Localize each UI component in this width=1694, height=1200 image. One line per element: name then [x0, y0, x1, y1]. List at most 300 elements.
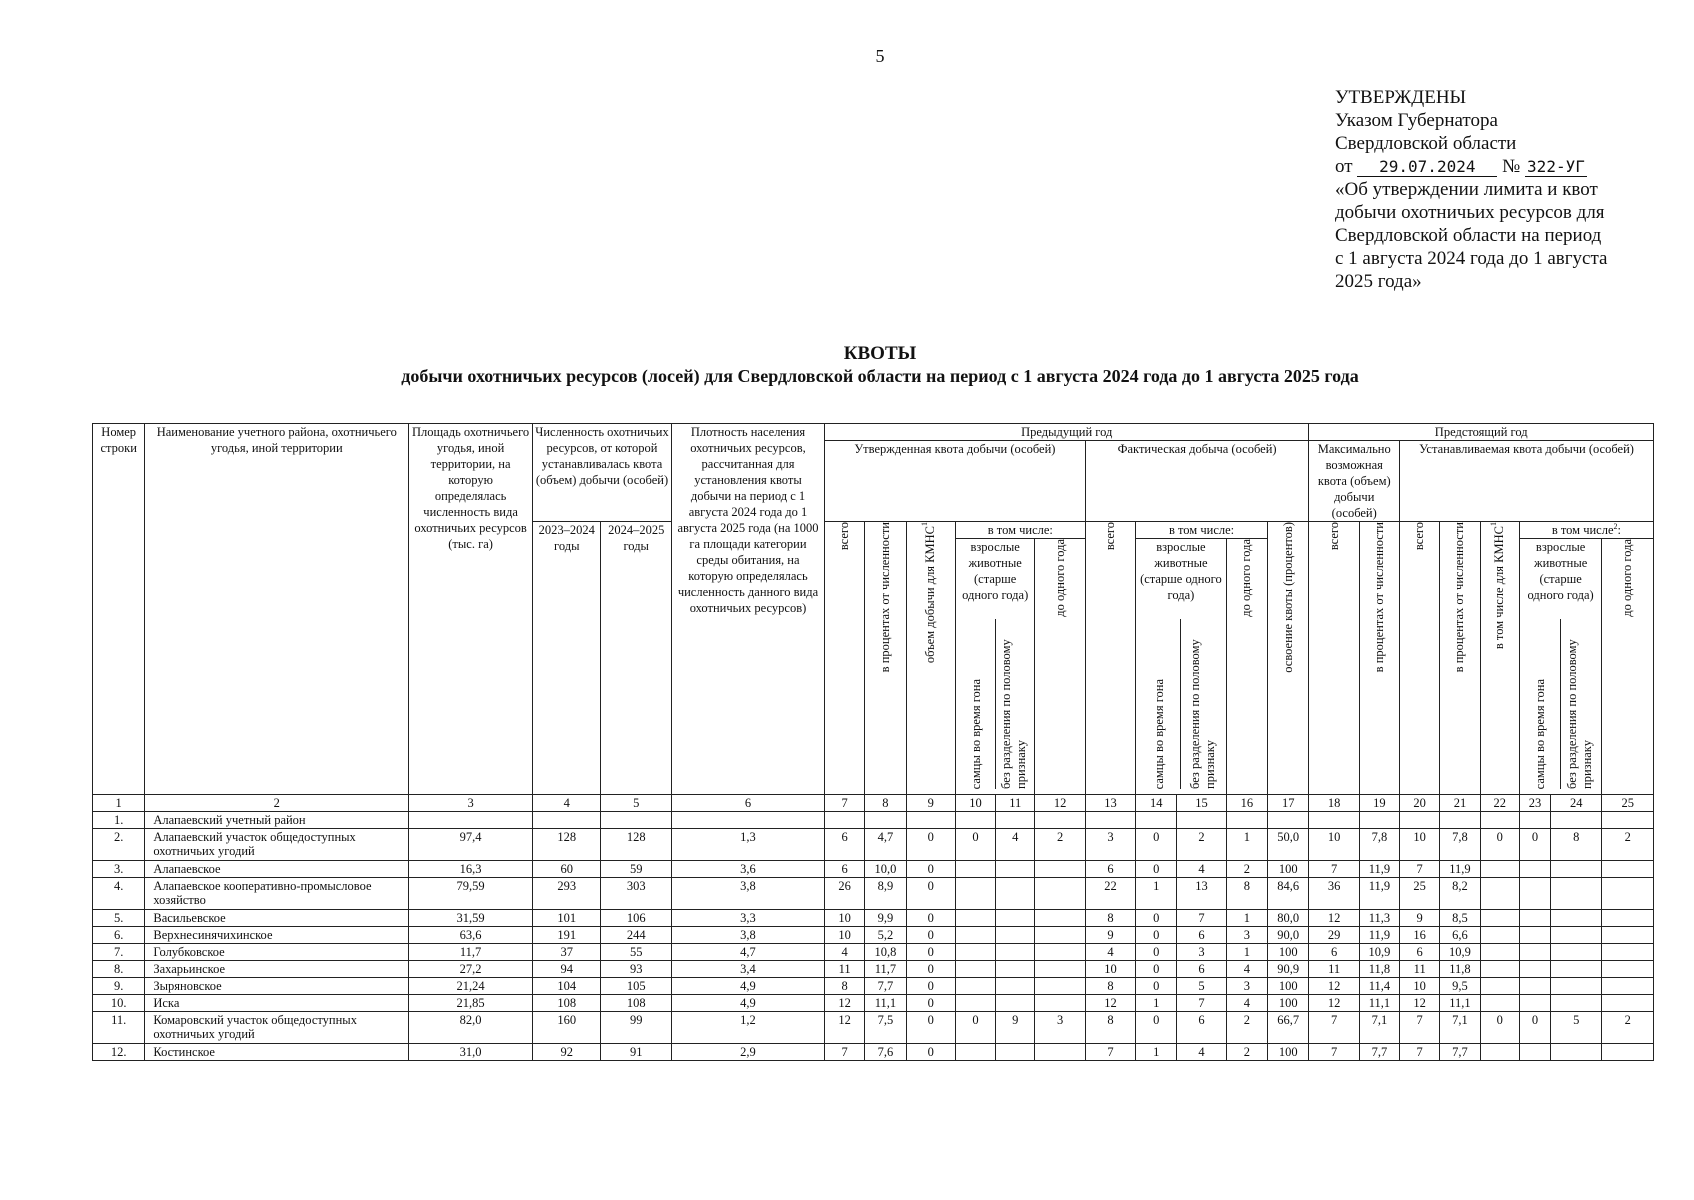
- table-cell: 0: [1136, 978, 1177, 995]
- header-prev-actual-total: всего: [1085, 522, 1135, 795]
- table-cell: 1: [1226, 829, 1267, 861]
- table-row: [93, 927, 1654, 944]
- table-cell: 6: [825, 829, 865, 861]
- table-cell: 4: [1177, 1044, 1226, 1061]
- table-cell: 8: [1085, 978, 1135, 995]
- table-cell: [1602, 910, 1654, 927]
- table-row: [93, 995, 1654, 1012]
- territory-name-cell: Захарьинское: [145, 961, 409, 978]
- header-prev-actual-under-one: до одного года: [1226, 539, 1267, 795]
- table-cell: [996, 861, 1035, 878]
- table-cell: [1519, 961, 1550, 978]
- header-prev-actual-males: самцы во время гона: [1138, 619, 1181, 789]
- column-number: 3: [409, 795, 533, 812]
- table-cell: [1177, 812, 1226, 829]
- table-cell: [671, 812, 824, 829]
- header-max-pct: в процентах от численности: [1359, 522, 1399, 795]
- table-cell: 0: [1136, 861, 1177, 878]
- table-cell: [1480, 878, 1519, 910]
- table-cell: 82,0: [409, 1012, 533, 1044]
- approval-line: Свердловской области на период: [1335, 225, 1602, 246]
- table-cell: 12: [1309, 910, 1359, 927]
- table-cell: [1359, 812, 1399, 829]
- approval-line: с 1 августа 2024 года до 1 августа: [1335, 248, 1608, 269]
- table-cell: 11,3: [1359, 910, 1399, 927]
- table-cell: 4,9: [671, 995, 824, 1012]
- table-cell: 10: [825, 927, 865, 944]
- column-number: 2: [145, 795, 409, 812]
- column-number: 4: [533, 795, 601, 812]
- table-cell: [1551, 812, 1602, 829]
- table-cell: 21,85: [409, 995, 533, 1012]
- table-cell: [1519, 812, 1550, 829]
- table-cell: 90,0: [1268, 927, 1309, 944]
- table-cell: 128: [533, 829, 601, 861]
- table-cell: [1035, 861, 1085, 878]
- table-cell: 104: [533, 978, 601, 995]
- table-cell: [1602, 812, 1654, 829]
- column-number: 25: [1602, 795, 1654, 812]
- header-set-adults: взрослые животные (старше одного года) самцы во время гона без разделения по половому признаку: [1519, 539, 1602, 795]
- table-cell: [1551, 961, 1602, 978]
- table-cell: [955, 861, 995, 878]
- table-cell: 4,9: [671, 978, 824, 995]
- table-cell: 4: [1085, 944, 1135, 961]
- table-cell: 0: [1136, 829, 1177, 861]
- header-set-total: всего: [1400, 522, 1440, 795]
- table-cell: 84,6: [1268, 878, 1309, 910]
- table-cell: 12: [1085, 995, 1135, 1012]
- table-cell: [1519, 927, 1550, 944]
- header-set-incl: в том числе$^2$:: [1519, 522, 1653, 539]
- table-cell: 6: [1177, 961, 1226, 978]
- table-cell: 59: [601, 861, 671, 878]
- table-cell: [955, 910, 995, 927]
- table-cell: 2: [1226, 861, 1267, 878]
- table-row: [93, 944, 1654, 961]
- table-cell: 7: [1085, 1044, 1135, 1061]
- table-cell: 12: [1309, 978, 1359, 995]
- table-cell: [1035, 995, 1085, 1012]
- table-cell: 11,4: [1359, 978, 1399, 995]
- table-cell: [955, 995, 995, 1012]
- table-cell: 7,7: [865, 978, 906, 995]
- table-cell: 1: [1136, 995, 1177, 1012]
- row-number-cell: 4.: [93, 878, 145, 910]
- table-cell: [996, 910, 1035, 927]
- table-cell: [996, 878, 1035, 910]
- table-cell: 7: [1177, 910, 1226, 927]
- table-cell: 100: [1268, 861, 1309, 878]
- header-row-number: Номер строки: [93, 424, 145, 795]
- column-number: 1: [93, 795, 145, 812]
- column-number: 17: [1268, 795, 1309, 812]
- quota-table: [92, 423, 1654, 1061]
- table-cell: 4: [996, 829, 1035, 861]
- table-cell: 0: [906, 944, 955, 961]
- table-cell: 13: [1177, 878, 1226, 910]
- table-cell: [1602, 944, 1654, 961]
- table-cell: [955, 961, 995, 978]
- page-number: 5: [875, 46, 885, 66]
- table-cell: [955, 978, 995, 995]
- table-cell: 11,1: [1359, 995, 1399, 1012]
- table-cell: 100: [1268, 995, 1309, 1012]
- table-cell: [955, 944, 995, 961]
- territory-name-cell: Комаровский участок общедоступных охотничьих угодий: [145, 1012, 409, 1044]
- table-cell: 21,24: [409, 978, 533, 995]
- table-cell: 63,6: [409, 927, 533, 944]
- table-cell: 16: [1400, 927, 1440, 944]
- table-cell: [996, 961, 1035, 978]
- table-cell: 5,2: [865, 927, 906, 944]
- territory-name-cell: Голубковское: [145, 944, 409, 961]
- table-cell: 4: [1226, 995, 1267, 1012]
- table-cell: 3: [1035, 1012, 1085, 1044]
- row-number-cell: 7.: [93, 944, 145, 961]
- table-cell: [1480, 812, 1519, 829]
- header-set-under-one: до одного года: [1602, 539, 1654, 795]
- table-cell: 0: [955, 829, 995, 861]
- territory-name-cell: Иска: [145, 995, 409, 1012]
- table-cell: 11,9: [1359, 861, 1399, 878]
- table-cell: 8: [1226, 878, 1267, 910]
- table-cell: 60: [533, 861, 601, 878]
- table-cell: [1480, 910, 1519, 927]
- table-cell: 8: [1551, 829, 1602, 861]
- approval-line: УТВЕРЖДЕНЫ: [1335, 87, 1467, 108]
- table-cell: 0: [1136, 944, 1177, 961]
- header-prev-actual-adults: взрослые животные (старше одного года) самцы во время гона без разделения по половому признаку: [1136, 539, 1227, 795]
- approval-date: 29.07.2024: [1357, 158, 1497, 177]
- table-cell: 244: [601, 927, 671, 944]
- table-cell: [1519, 1044, 1550, 1061]
- row-number-cell: 6.: [93, 927, 145, 944]
- document-subtitle: добычи охотничьих ресурсов (лосей) для Свердловской области на период с 1 августа 2024 года до 1 августа 2025 года: [401, 366, 1359, 386]
- table-row: [93, 1044, 1654, 1061]
- table-cell: [1551, 978, 1602, 995]
- territory-name-cell: Зыряновское: [145, 978, 409, 995]
- table-cell: [1519, 878, 1550, 910]
- table-cell: [1551, 995, 1602, 1012]
- table-cell: 7,7: [1359, 1044, 1399, 1061]
- table-cell: 8: [825, 978, 865, 995]
- table-cell: 0: [955, 1012, 995, 1044]
- header-max-total: всего: [1309, 522, 1359, 795]
- approval-line: Свердловской области: [1335, 133, 1517, 154]
- header-pop-2023: 2023–2024 годы: [533, 522, 601, 795]
- table-cell: 1: [1136, 1044, 1177, 1061]
- table-cell: 9,9: [865, 910, 906, 927]
- column-number: 13: [1085, 795, 1135, 812]
- table-cell: 1: [1226, 944, 1267, 961]
- table-cell: [1551, 1044, 1602, 1061]
- table-cell: 4: [1177, 861, 1226, 878]
- table-cell: [1480, 927, 1519, 944]
- table-cell: 10,8: [865, 944, 906, 961]
- table-cell: 94: [533, 961, 601, 978]
- territory-name-cell: Верхнесинячихинское: [145, 927, 409, 944]
- table-cell: 6: [1085, 861, 1135, 878]
- number-label: №: [1502, 156, 1521, 177]
- table-cell: [1480, 944, 1519, 961]
- header-set-nosex: без разделения по половому признаку: [1565, 639, 1595, 789]
- table-row: [93, 861, 1654, 878]
- table-cell: 10,9: [1440, 944, 1480, 961]
- table-cell: 0: [1480, 1012, 1519, 1044]
- table-cell: 128: [601, 829, 671, 861]
- table-cell: 7,6: [865, 1044, 906, 1061]
- row-number-cell: 1.: [93, 812, 145, 829]
- table-cell: 0: [906, 878, 955, 910]
- header-approved-quota: Утвержденная квота добычи (особей): [825, 441, 1086, 522]
- header-set-quota: Устанавливаемая квота добычи (особей): [1400, 441, 1654, 522]
- header-set-kmns: в том числе для КМНС$^1$: [1480, 522, 1519, 795]
- table-cell: [1519, 978, 1550, 995]
- table-cell: 11,9: [1440, 861, 1480, 878]
- table-cell: 7,8: [1440, 829, 1480, 861]
- table-cell: [955, 927, 995, 944]
- header-pop-2024: 2024–2025 годы: [601, 522, 671, 795]
- header-name: Наименование учетного района, охотничьего угодья, иной территории: [145, 424, 409, 795]
- territory-name-cell: Костинское: [145, 1044, 409, 1061]
- approval-date-line: [1335, 155, 1635, 178]
- table-cell: 12: [1400, 995, 1440, 1012]
- table-cell: 11,1: [865, 995, 906, 1012]
- table-cell: [1551, 910, 1602, 927]
- header-prev-approved-nosex: без разделения по половому признаку: [999, 639, 1029, 789]
- table-cell: [1519, 910, 1550, 927]
- table-cell: 303: [601, 878, 671, 910]
- table-cell: 0: [1136, 1012, 1177, 1044]
- table-cell: 0: [906, 861, 955, 878]
- table-cell: [1035, 910, 1085, 927]
- table-cell: 11,9: [1359, 878, 1399, 910]
- header-area: Площадь охотничьего угодья, иной территории, на которую определялась численность вида охотничьих ресурсов (тыс. га): [409, 424, 533, 795]
- table-cell: 8,5: [1440, 910, 1480, 927]
- table-cell: 29: [1309, 927, 1359, 944]
- table-cell: 10,0: [865, 861, 906, 878]
- column-numbers-row: [93, 795, 1654, 812]
- table-cell: 8,2: [1440, 878, 1480, 910]
- row-number-cell: 5.: [93, 910, 145, 927]
- table-cell: 22: [1085, 878, 1135, 910]
- column-number: 20: [1400, 795, 1440, 812]
- table-cell: 3: [1226, 978, 1267, 995]
- table-row: [93, 978, 1654, 995]
- column-number: 14: [1136, 795, 1177, 812]
- table-cell: [996, 1044, 1035, 1061]
- table-row: [93, 878, 1654, 910]
- column-number: 11: [996, 795, 1035, 812]
- from-label: от: [1335, 156, 1353, 177]
- approval-line: «Об утверждении лимита и квот: [1335, 179, 1598, 200]
- column-number: 21: [1440, 795, 1480, 812]
- table-cell: 9: [996, 1012, 1035, 1044]
- table-cell: [1309, 812, 1359, 829]
- table-cell: 31,59: [409, 910, 533, 927]
- table-cell: 3,8: [671, 878, 824, 910]
- table-cell: 11,8: [1440, 961, 1480, 978]
- header-max-quota: Максимально возможная квота (объем) добычи (особей): [1309, 441, 1400, 522]
- header-prev-actual-incl: в том числе:: [1136, 522, 1268, 539]
- header-prev-approved-total: всего: [825, 522, 865, 795]
- table-cell: 5: [1551, 1012, 1602, 1044]
- table-cell: 3: [1226, 927, 1267, 944]
- table-cell: 100: [1268, 978, 1309, 995]
- table-cell: 16,3: [409, 861, 533, 878]
- header-quota-usage: освоение квоты (процентов): [1268, 522, 1309, 795]
- table-cell: [1551, 861, 1602, 878]
- table-cell: 97,4: [409, 829, 533, 861]
- table-cell: 9: [1400, 910, 1440, 927]
- table-cell: [533, 812, 601, 829]
- table-cell: 6: [825, 861, 865, 878]
- table-cell: 10: [825, 910, 865, 927]
- table-cell: [1480, 978, 1519, 995]
- table-cell: 0: [906, 1044, 955, 1061]
- table-cell: 92: [533, 1044, 601, 1061]
- row-number-cell: 9.: [93, 978, 145, 995]
- table-cell: 10: [1400, 978, 1440, 995]
- table-cell: [1035, 812, 1085, 829]
- table-cell: 0: [906, 910, 955, 927]
- table-cell: 12: [825, 995, 865, 1012]
- table-cell: 66,7: [1268, 1012, 1309, 1044]
- table-cell: 3,8: [671, 927, 824, 944]
- table-cell: 55: [601, 944, 671, 961]
- column-number: 7: [825, 795, 865, 812]
- table-cell: [955, 878, 995, 910]
- approval-line: добычи охотничьих ресурсов для: [1335, 202, 1605, 223]
- table-cell: [1480, 861, 1519, 878]
- table-cell: 6,6: [1440, 927, 1480, 944]
- table-cell: 0: [1136, 961, 1177, 978]
- table-cell: 0: [1519, 829, 1550, 861]
- table-cell: [1085, 812, 1135, 829]
- table-cell: [1035, 927, 1085, 944]
- table-cell: 7: [1400, 861, 1440, 878]
- table-cell: 1: [1136, 878, 1177, 910]
- table-cell: 8,9: [865, 878, 906, 910]
- table-cell: 8: [1085, 1012, 1135, 1044]
- column-number: 18: [1309, 795, 1359, 812]
- table-cell: 36: [1309, 878, 1359, 910]
- table-cell: 10: [1085, 961, 1135, 978]
- table-cell: 100: [1268, 944, 1309, 961]
- table-cell: 9,5: [1440, 978, 1480, 995]
- table-cell: 4: [1226, 961, 1267, 978]
- table-cell: [906, 812, 955, 829]
- table-cell: [996, 927, 1035, 944]
- table-cell: [1480, 1044, 1519, 1061]
- header-previous-year: Предыдущий год: [825, 424, 1309, 441]
- table-cell: 0: [1480, 829, 1519, 861]
- table-cell: 2: [1602, 829, 1654, 861]
- document-title: КВОТЫ: [843, 343, 917, 364]
- table-cell: 7: [1309, 1044, 1359, 1061]
- table-cell: 2: [1035, 829, 1085, 861]
- table-cell: 11,7: [865, 961, 906, 978]
- table-cell: 31,0: [409, 1044, 533, 1061]
- approval-line: 2025 года»: [1335, 271, 1422, 292]
- header-prev-approved-incl: в том числе:: [955, 522, 1085, 539]
- column-number: 6: [671, 795, 824, 812]
- table-cell: 8: [1085, 910, 1135, 927]
- approval-stamp: [1335, 86, 1635, 293]
- table-cell: 0: [1136, 910, 1177, 927]
- table-cell: [1602, 1044, 1654, 1061]
- table-cell: [409, 812, 533, 829]
- table-cell: 79,59: [409, 878, 533, 910]
- table-cell: 12: [1309, 995, 1359, 1012]
- row-number-cell: 12.: [93, 1044, 145, 1061]
- table-cell: [996, 812, 1035, 829]
- table-cell: 11: [1400, 961, 1440, 978]
- table-cell: 105: [601, 978, 671, 995]
- table-cell: 10,9: [1359, 944, 1399, 961]
- approval-line: Указом Губернатора: [1335, 110, 1498, 131]
- table-cell: 100: [1268, 1044, 1309, 1061]
- column-number: 15: [1177, 795, 1226, 812]
- header-next-year: Предстоящий год: [1309, 424, 1654, 441]
- column-number: 23: [1519, 795, 1550, 812]
- territory-name-cell: Алапаевский учетный район: [145, 812, 409, 829]
- table-cell: [1551, 944, 1602, 961]
- table-cell: 4,7: [865, 829, 906, 861]
- table-cell: 11: [1309, 961, 1359, 978]
- approval-number: 322-УГ: [1525, 158, 1587, 177]
- table-row: [93, 829, 1654, 861]
- table-cell: [1519, 995, 1550, 1012]
- table-cell: 11,8: [1359, 961, 1399, 978]
- table-cell: [1480, 995, 1519, 1012]
- table-cell: [996, 995, 1035, 1012]
- table-row: [93, 812, 1654, 829]
- table-cell: [996, 944, 1035, 961]
- header-actual-harvest: Фактическая добыча (особей): [1085, 441, 1309, 522]
- table-cell: 6: [1400, 944, 1440, 961]
- table-cell: 7: [1309, 1012, 1359, 1044]
- column-number: 9: [906, 795, 955, 812]
- table-cell: 0: [906, 978, 955, 995]
- column-number: 5: [601, 795, 671, 812]
- header-set-pct: в процентах от численности: [1440, 522, 1480, 795]
- column-number: 10: [955, 795, 995, 812]
- table-cell: 10: [1309, 829, 1359, 861]
- table-cell: [1551, 927, 1602, 944]
- table-cell: 37: [533, 944, 601, 961]
- table-cell: 7: [825, 1044, 865, 1061]
- table-cell: 2: [1177, 829, 1226, 861]
- table-cell: 1,2: [671, 1012, 824, 1044]
- column-number: 16: [1226, 795, 1267, 812]
- table-cell: 2: [1226, 1012, 1267, 1044]
- table-cell: [1400, 812, 1440, 829]
- territory-name-cell: Алапаевское: [145, 861, 409, 878]
- table-row: [93, 1012, 1654, 1044]
- table-cell: [1226, 812, 1267, 829]
- table-cell: 2: [1602, 1012, 1654, 1044]
- table-cell: 3,6: [671, 861, 824, 878]
- column-number: 12: [1035, 795, 1085, 812]
- header-prev-approved-under-one: до одного года: [1035, 539, 1085, 795]
- header-prev-kmns-volume: объем добычи для КМНС$^1$: [906, 522, 955, 795]
- table-cell: [601, 812, 671, 829]
- header-density: Плотность населения охотничьих ресурсов, рассчитанная для установления квоты добычи на период с 1 августа 2024 года до 1 августа 2025 года (на 1000 га площади категории среды обитания, на которую определялась численность данного вида охотничьих ресурсов): [671, 424, 824, 795]
- table-cell: 7,1: [1440, 1012, 1480, 1044]
- table-cell: 7,1: [1359, 1012, 1399, 1044]
